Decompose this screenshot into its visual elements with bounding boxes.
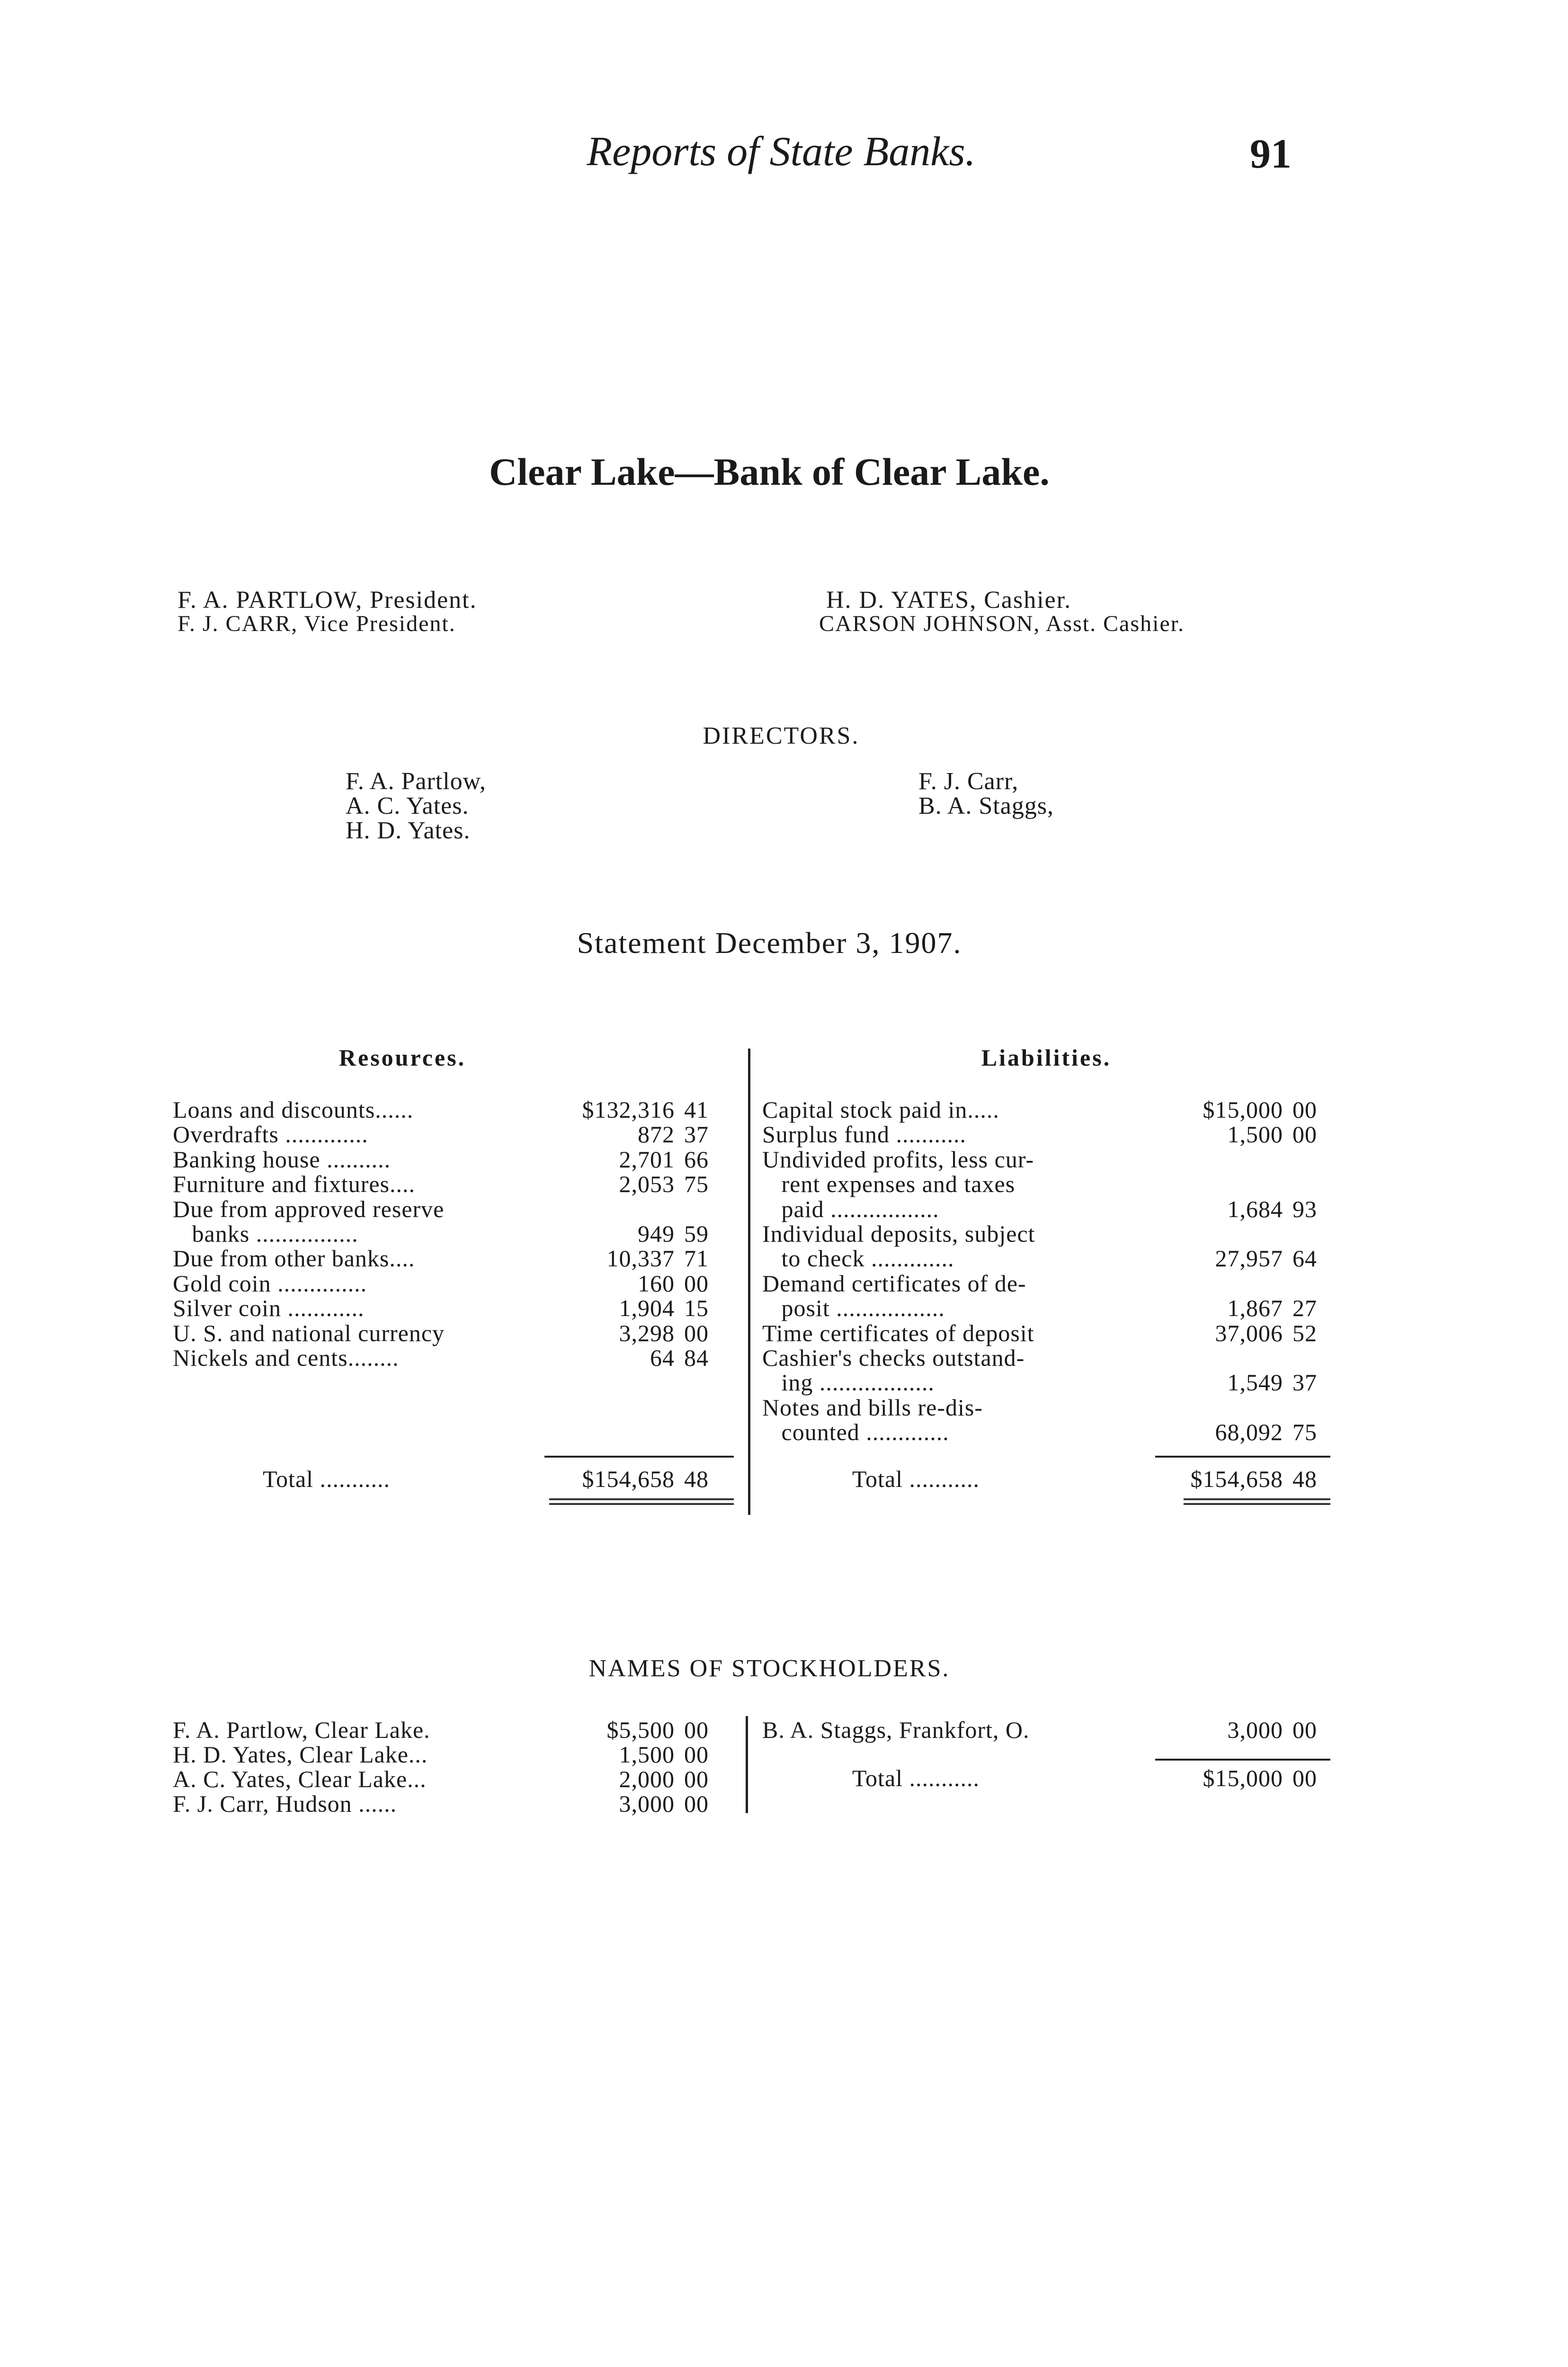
running-head-title: Reports of State Banks. (587, 129, 976, 175)
row-cents: 66 (684, 1146, 709, 1173)
liabilities-total-row (852, 1467, 1330, 1491)
row-dollars: 3,298 (619, 1319, 675, 1346)
row-cents: 84 (684, 1344, 709, 1371)
resources-row (173, 1147, 741, 1172)
row-dollars: 1,500 (619, 1741, 675, 1768)
row-cents: 59 (684, 1220, 709, 1247)
row-label: rent expenses and taxes (762, 1171, 1016, 1198)
row-cents: 37 (1292, 1369, 1317, 1396)
resources-row (173, 1172, 741, 1196)
row-label: ing .................. (762, 1369, 935, 1396)
row-cents: 00 (684, 1741, 709, 1768)
row-label: Overdrafts ............. (173, 1121, 368, 1148)
row-label: F. J. Carr, Hudson ...... (173, 1790, 397, 1817)
officer-asst-cashier: CARSON JOHNSON, Asst. Cashier. (819, 611, 1185, 636)
liabilities-row (762, 1420, 1330, 1444)
row-dollars: 1,549 (1227, 1369, 1283, 1396)
liabilities-total-rule (1155, 1456, 1330, 1458)
row-dollars: 1,684 (1227, 1195, 1283, 1222)
stockholders-divider (746, 1716, 748, 1813)
resources-row (173, 1197, 741, 1221)
stockholder-row (173, 1742, 741, 1767)
row-dollars: 1,904 (619, 1295, 675, 1322)
row-cents: 00 (1292, 1121, 1317, 1148)
row-label: Capital stock paid in..... (762, 1096, 999, 1123)
row-dollars: 10,337 (606, 1245, 675, 1272)
row-dollars: 160 (638, 1270, 675, 1297)
row-label: Gold coin .............. (173, 1270, 367, 1297)
row-dollars: 2,000 (619, 1766, 675, 1792)
row-cents: 00 (684, 1270, 709, 1297)
stockholders-heading: NAMES OF STOCKHOLDERS. (588, 1655, 950, 1682)
row-dollars: 68,092 (1215, 1419, 1283, 1446)
row-label: counted ............. (762, 1419, 949, 1446)
director-name: A. C. Yates. (346, 792, 469, 819)
row-label: B. A. Staggs, Frankfort, O. (762, 1717, 1030, 1743)
row-cents: 75 (684, 1171, 709, 1198)
liabilities-row (762, 1197, 1330, 1221)
resources-total-row (263, 1467, 741, 1491)
stockholder-row (762, 1717, 1330, 1742)
directors-right-list (918, 769, 1054, 819)
row-cents: 15 (684, 1295, 709, 1322)
row-label: Due from other banks.... (173, 1245, 415, 1272)
row-label: F. A. Partlow, Clear Lake. (173, 1717, 430, 1743)
row-label: Loans and discounts...... (173, 1096, 414, 1123)
total-label: Total ........... (852, 1466, 980, 1492)
stockholder-row (173, 1767, 741, 1791)
row-cents: 37 (684, 1121, 709, 1148)
row-label: Surplus fund ........... (762, 1121, 966, 1148)
row-cents: 93 (1292, 1195, 1317, 1222)
row-label: A. C. Yates, Clear Lake... (173, 1766, 427, 1792)
row-label: Silver coin ............ (173, 1295, 365, 1322)
row-dollars: 949 (638, 1220, 675, 1247)
row-label: Demand certificates of de- (762, 1270, 1026, 1297)
page-number: 91 (1250, 131, 1292, 177)
bank-title: Clear Lake—Bank of Clear Lake. (489, 450, 1050, 493)
liabilities-row (762, 1321, 1330, 1345)
row-dollars: $132,316 (582, 1096, 675, 1123)
directors-left-list (346, 769, 486, 843)
row-label: Nickels and cents........ (173, 1344, 399, 1371)
row-dollars: 37,006 (1215, 1319, 1283, 1346)
row-cents: 00 (684, 1790, 709, 1817)
row-label: to check ............. (762, 1245, 954, 1272)
liabilities-row (762, 1147, 1330, 1172)
resources-row (173, 1296, 741, 1320)
row-dollars: 1,867 (1227, 1295, 1283, 1322)
total-label: Total ........... (263, 1466, 391, 1492)
row-label: Banking house .......... (173, 1146, 391, 1173)
row-dollars: 2,701 (619, 1146, 675, 1173)
resources-row (173, 1345, 741, 1370)
total-label: Total ........... (852, 1765, 980, 1791)
liabilities-row (762, 1246, 1330, 1271)
row-cents: 27 (1292, 1295, 1317, 1322)
liabilities-row (762, 1370, 1330, 1395)
row-cents: 00 (1292, 1096, 1317, 1123)
column-divider (748, 1049, 750, 1515)
row-cents: 41 (684, 1096, 709, 1123)
row-dollars: 3,000 (619, 1790, 675, 1817)
row-cents: 00 (684, 1717, 709, 1743)
liabilities-row (762, 1172, 1330, 1196)
row-cents: 00 (684, 1319, 709, 1346)
row-label: Furniture and fixtures.... (173, 1171, 416, 1198)
row-label: Time certificates of deposit (762, 1319, 1034, 1346)
row-dollars: $15,000 (1203, 1096, 1283, 1123)
resources-row (173, 1321, 741, 1345)
liabilities-row (762, 1395, 1330, 1420)
director-name: H. D. Yates. (346, 817, 471, 844)
resources-total-rule (544, 1456, 734, 1458)
row-label: Cashier's checks outstand- (762, 1344, 1025, 1371)
director-name: B. A. Staggs, (918, 792, 1054, 819)
stockholders-total-row (852, 1766, 1330, 1790)
row-dollars: 872 (638, 1121, 675, 1148)
row-cents: 71 (684, 1245, 709, 1272)
liabilities-row (762, 1221, 1330, 1246)
row-dollars: 2,053 (619, 1171, 675, 1198)
resources-row (173, 1246, 741, 1271)
liabilities-row (762, 1097, 1330, 1122)
row-dollars: 64 (650, 1344, 675, 1371)
resources-heading: Resources. (339, 1044, 466, 1071)
directors-heading: DIRECTORS. (703, 722, 860, 749)
row-label: paid ................. (762, 1195, 939, 1222)
liabilities-row (762, 1345, 1330, 1370)
total-cents: 00 (1292, 1765, 1317, 1791)
row-cents: 75 (1292, 1419, 1317, 1446)
resources-row (173, 1271, 741, 1296)
officer-vice-president: F. J. CARR, Vice President. (178, 611, 456, 636)
row-label: Due from approved reserve (173, 1195, 445, 1222)
row-dollars: 3,000 (1227, 1717, 1283, 1743)
row-label: posit ................. (762, 1295, 945, 1322)
row-dollars: 27,957 (1215, 1245, 1283, 1272)
resources-row (173, 1221, 741, 1246)
director-name: F. J. Carr, (918, 768, 1019, 795)
liabilities-heading: Liabilities. (981, 1044, 1112, 1071)
liabilities-double-rule (1184, 1498, 1330, 1505)
row-dollars: $5,500 (606, 1717, 675, 1743)
total-dollars: $154,658 (1190, 1466, 1283, 1492)
row-label: Undivided profits, less cur- (762, 1146, 1034, 1173)
row-cents: 52 (1292, 1319, 1317, 1346)
statement-title: Statement December 3, 1907. (577, 926, 962, 960)
liabilities-row (762, 1122, 1330, 1147)
officer-cashier: H. D. YATES, Cashier. (826, 587, 1072, 614)
resources-double-rule (549, 1498, 734, 1505)
stockholder-row (173, 1791, 741, 1816)
row-label: Notes and bills re-dis- (762, 1394, 983, 1421)
total-dollars: $154,658 (582, 1466, 675, 1492)
director-name: F. A. Partlow, (346, 768, 486, 795)
stockholder-row (173, 1717, 741, 1742)
row-label: H. D. Yates, Clear Lake... (173, 1741, 428, 1768)
officer-president: F. A. PARTLOW, President. (178, 587, 477, 614)
row-cents: 64 (1292, 1245, 1317, 1272)
resources-row (173, 1122, 741, 1147)
stockholders-total-rule (1155, 1759, 1330, 1761)
total-cents: 48 (684, 1466, 709, 1492)
resources-row (173, 1097, 741, 1122)
row-label: U. S. and national currency (173, 1319, 445, 1346)
total-cents: 48 (1292, 1466, 1317, 1492)
row-label: banks ................ (173, 1220, 358, 1247)
row-cents: 00 (684, 1766, 709, 1792)
liabilities-row (762, 1271, 1330, 1296)
liabilities-row (762, 1296, 1330, 1320)
row-cents: 00 (1292, 1717, 1317, 1743)
row-label: Individual deposits, subject (762, 1220, 1035, 1247)
row-dollars: 1,500 (1227, 1121, 1283, 1148)
total-dollars: $15,000 (1203, 1765, 1283, 1791)
